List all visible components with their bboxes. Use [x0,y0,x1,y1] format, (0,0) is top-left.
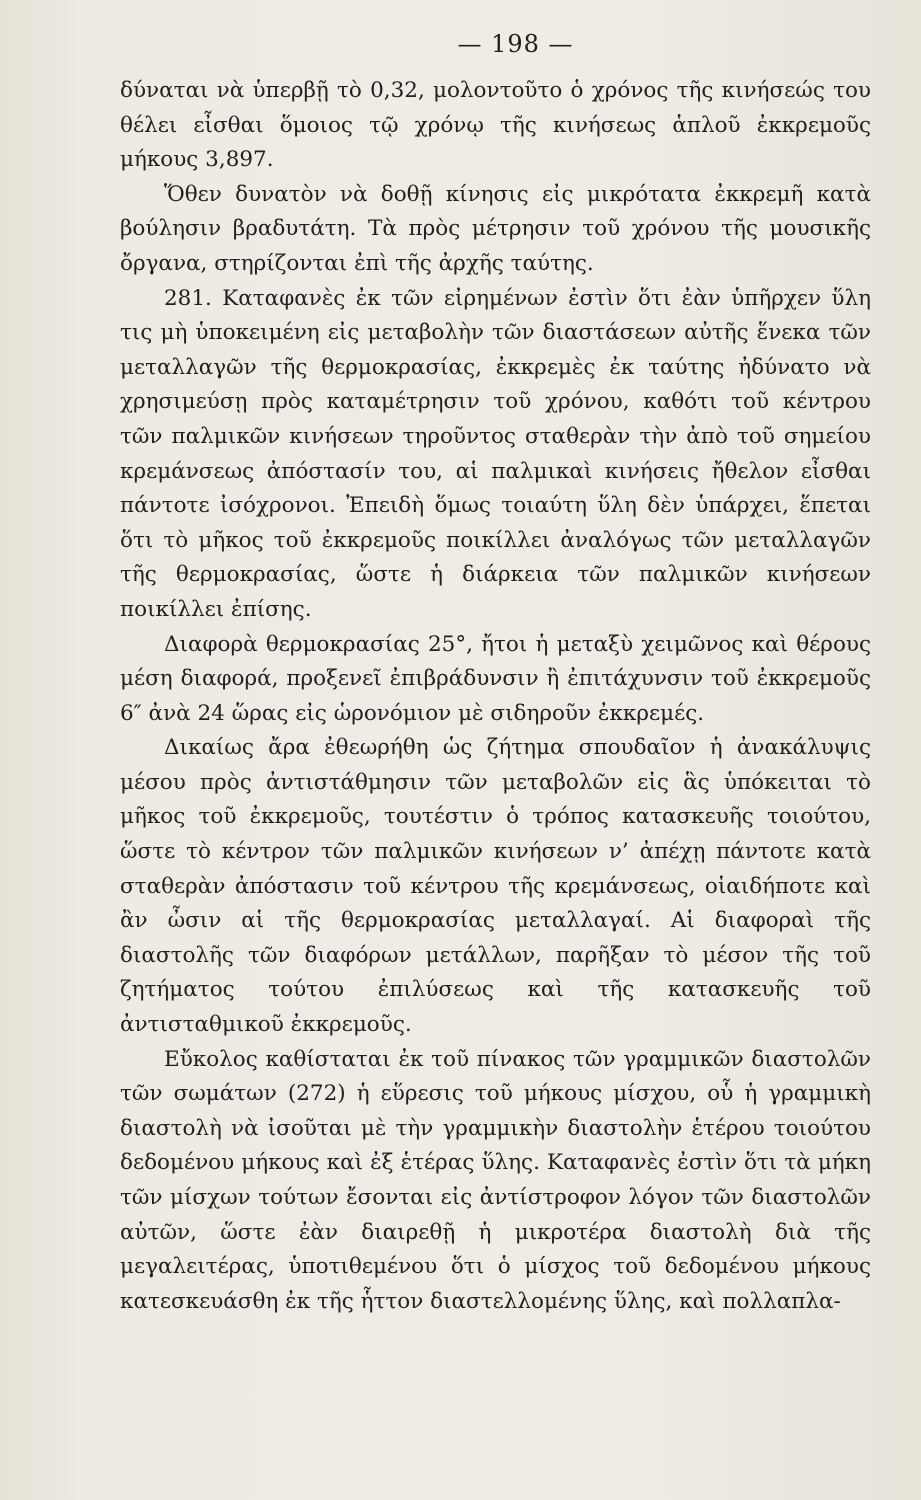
paragraph: Ὅθεν δυνατὸν νὰ δοθῇ κίνησις εἰς μικρότατα ἐκκρεμῆ κατὰ βούλησιν βραδυτάτη. Τὰ πρὸς μέτρησιν τοῦ χρόνου τῆς μουσικῆς ὄργανα, στηρίζονται ἐπὶ τῆς ἀρχῆς ταύτης. [120,181,871,276]
paragraph: Εὔκολος καθίσταται ἐκ τοῦ πίνακος τῶν γραμμικῶν διαστολῶν τῶν σωμάτων (272) ἡ εὕρεσις τοῦ μήκους μίσχου, οὗ ἡ γραμμικὴ διαστολὴ νὰ ἰσοῦται μὲ τὴν γραμμικὴν διαστολὴν ἑτέρου τοιούτου δεδομένου μήκους καὶ ἐξ ἑτέρας ὕλης. Καταφανὲς ἐστὶν ὅτι τὰ μήκη τῶν μίσχων τούτων ἔσονται εἰς ἀντίστροφον λόγον τῶν διαστολῶν αὐτῶν, ὥστε ἐὰν διαιρεθῇ ἡ μικροτέρα διαστολὴ διὰ τῆς μεγαλειτέρας, ὑποτιθεμένου ὅτι ὁ μίσχος τοῦ δεδομένου μήκους κατεσκευάσθη ἐκ τῆς ἧττον διαστελλομένης ὕλης, καὶ πολλαπλα- [120,1046,871,1314]
paragraph-continued: δύναται νὰ ὑπερβῇ τὸ 0,32, μολοντοῦτο ὁ χρόνος τῆς κινήσεώς του θέλει εἶσθαι ὅμοιος τῷ χρόνῳ τῆς κινήσεως ἁπλοῦ ἐκκρεμοῦς μήκους 3,897. [120,78,871,173]
body-text [120,74,871,1319]
paragraph: Διαφορὰ θερμοκρασίας 25°, ἤτοι ἡ μεταξὺ χειμῶνος καὶ θέρους μέση διαφορά, προξενεῖ ἐπιβράδυνσιν ἢ ἐπιτάχυνσιν τοῦ ἐκκρεμοῦς 6″ ἀνὰ 24 ὥρας εἰς ὡρονόμιον μὲ σιδηροῦν ἐκκρεμές. [120,631,871,726]
paragraph-281: 281. Καταφανὲς ἐκ τῶν εἰρημένων ἐστὶν ὅτι ἐὰν ὑπῆρχεν ὕλη τις μὴ ὑποκειμένη εἰς μεταβολὴν τῶν διαστάσεων αὐτῆς ἕνεκα τῶν μεταλλαγῶν τῆς θερμοκρασίας, ἐκκρεμὲς ἐκ ταύτης ἠδύνατο νὰ χρησιμεύσῃ πρὸς καταμέτρησιν τοῦ χρόνου, καθότι τοῦ κέντρου τῶν παλμικῶν κινήσεων τηροῦντος σταθερὰν τὴν ἀπὸ τοῦ σημείου κρεμάνσεως ἀπόστασίν του, αἱ παλμικαὶ κινήσεις ἤθελον εἶσθαι πάντοτε ἰσόχρονοι. Ἐπειδὴ ὅμως τοιαύτη ὕλη δὲν ὑπάρχει, ἕπεται ὅτι τὸ μῆκος τοῦ ἐκκρεμοῦς ποικίλλει ἀναλόγως τῶν μεταλλαγῶν τῆς θερμοκρασίας, ὥστε ἡ διάρκεια τῶν παλμικῶν κινήσεων ποικίλλει ἐπίσης. [120,285,871,622]
page-number: — 198 — [457,30,574,58]
paragraph: Δικαίως ἄρα ἐθεωρήθη ὡς ζήτημα σπουδαῖον ἡ ἀνακάλυψις μέσου πρὸς ἀντιστάθμησιν τῶν μεταβολῶν εἰς ἃς ὑπόκειται τὸ μῆκος τοῦ ἐκκρεμοῦς, τουτέστιν ὁ τρόπος κατασκευῆς τοιούτου, ὥστε τὸ κέντρον τῶν παλμικῶν κινήσεων ν’ ἀπέχῃ πάντοτε κατὰ σταθερὰν ἀπόστασιν τοῦ κέντρου τῆς κρεμάνσεως, οἱαιδήποτε καὶ ἂν ὦσιν αἱ τῆς θερμοκρασίας μεταλλαγαί. Αἱ διαφοραὶ τῆς διαστολῆς τῶν διαφόρων μετάλλων, παρῆξαν τὸ μέσον τῆς τοῦ ζητήματος τούτου ἐπιλύσεως καὶ τῆς κατασκευῆς τοῦ ἀντισταθμικοῦ ἐκκρεμοῦς. [120,735,871,1038]
